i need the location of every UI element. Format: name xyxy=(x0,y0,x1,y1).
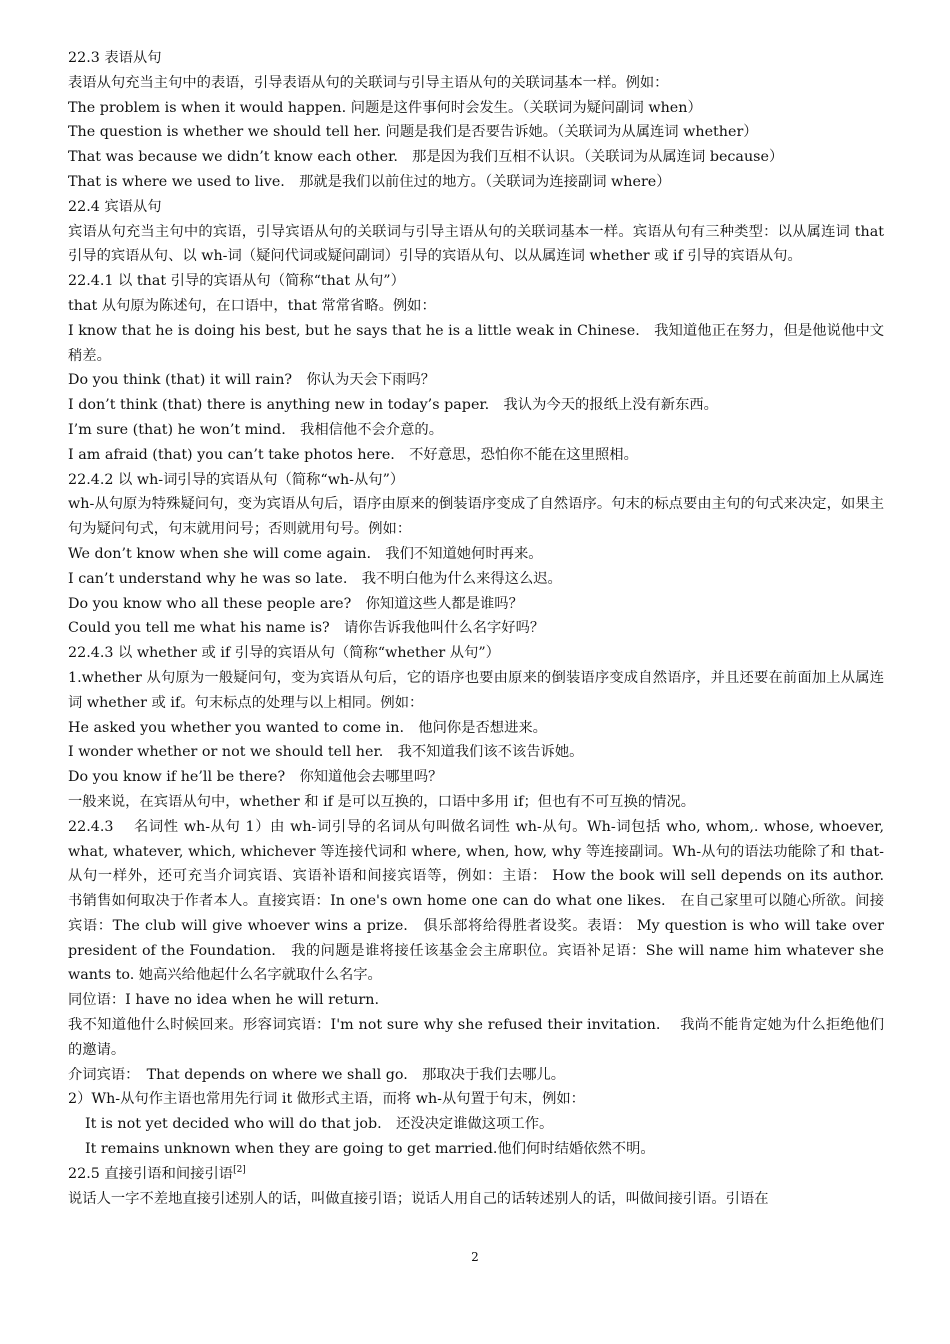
example-sentence: It is not yet decided who will do that job. 还没决定谁做这项工作。 xyxy=(85,1116,554,1133)
paragraph: 表语从句充当主句中的表语，引导表语从句的关联词与引导主语从句的关联词基本一样。例如： xyxy=(68,74,669,91)
example-sentence: It remains unknown when they are going to get married.他们何时结婚依然不明。 xyxy=(85,1141,655,1158)
example-sentence: I am afraid (that) you can’t take photos here. 不好意思，恐怕你不能在这里照相。 xyxy=(68,446,638,463)
example-sentence: I wonder whether or not we should tell her. 我不知道我们该不该告诉她。 xyxy=(68,744,584,761)
example-sentence: The problem is when it would happen. 问题是这件事何时会发生。（关联词为疑问副词 when） xyxy=(68,99,702,116)
section-heading-22-4-1: 22.4.1 以 that 引导的宾语从句（简称“that 从句”） xyxy=(68,273,405,290)
example-sentence: I know that he is doing his best, but he says that he is a little weak in Chinese. 我知道他正在努力，但是他说他中文稍差。 xyxy=(68,322,884,364)
example-sentence: Do you think (that) it will rain? 你认为天会下雨吗？ xyxy=(68,372,436,389)
paragraph: 我不知道他什么时候回来。形容词宾语：I'm not sure why she refused their invitation. 我尚不能肯定她为什么拒绝他们的邀请。 xyxy=(68,1017,884,1058)
example-sentence: The question is whether we should tell her. 问题是我们是否要告诉她。（关联词为从属连词 whether） xyxy=(68,124,758,141)
example-sentence: We don’t know when she will come again. 我们不知道她何时再来。 xyxy=(68,545,543,562)
paragraph: wh-从句原为特殊疑问句，变为宾语从句后，语序由原来的倒装语序变成了自然语序。句末的标点要由主句的句式来决定，如果主句为疑问句式，句末就用问号；否则就用句号。例如： xyxy=(68,496,884,538)
section-heading-22-5-text: 22.5 直接引语和间接引语 xyxy=(68,1165,234,1182)
paragraph: 一般来说，在宾语从句中，whether 和 if 是可以互换的，口语中多用 if；但也有不可互换的情况。 xyxy=(68,793,696,810)
section-heading-22-4: 22.4 宾语从句 xyxy=(68,198,162,215)
paragraph: 同位语：I have no idea when he will return. xyxy=(68,992,380,1009)
example-sentence: That was because we didn’t know each other. 那是因为我们互相不认识。（关联词为从属连词 because） xyxy=(68,149,784,166)
document-page xyxy=(68,46,899,1211)
example-sentence: I’m sure (that) he won’t mind. 我相信他不会介意的。 xyxy=(68,421,443,438)
page-number: 2 xyxy=(471,1250,479,1264)
paragraph: 宾语从句充当主句中的宾语，引导宾语从句的关联词与引导主语从句的关联词基本一样。宾语从句有三种类型：以从属连词 that 引导的宾语从句、以 wh-词（疑问代词或疑问副词）引导的宾语从句、以从属连词 whether 或 if 引导的宾语从句。 xyxy=(68,223,884,265)
reference-marker[interactable]: [2] xyxy=(233,1165,246,1176)
paragraph-nominal-wh-clause: 22.4.3 名词性 wh-从句 1）由 wh-词引导的名词从句叫做名词性 wh-从句。Wh-词包括 who, whom,. whose, whoever, what, whatever, which, whichever 等连接代词和 where, when, how, why 等连接副词。Wh-从句的语法功能除了和 that-从句一样外，还可充当介词宾语、宾语补语和间接宾语等，例如：主语： How the book will sell depends on its author. 书销售如何取决于作者本人。直接宾语：In one's own home one can do what one likes. 在自己家里可以随心所欲。间接宾语：The club will give whoever wins a prize. 俱乐部将给得胜者设奖。表语： My question is who will take over president of the Foundation. 我的问题是谁将接任该基金会主席职位。宾语补足语：She will name him whatever she wants to. 她高兴给他起什么名字就取什么名字。 xyxy=(68,818,899,984)
example-sentence: Do you know who all these people are? 你知道这些人都是谁吗？ xyxy=(68,595,523,612)
paragraph: that 从句原为陈述句，在口语中，that 常常省略。例如： xyxy=(68,297,436,314)
example-sentence: He asked you whether you wanted to come in. 他问你是否想进来。 xyxy=(68,719,547,736)
example-sentence: That is where we used to live. 那就是我们以前住过的地方。（关联词为连接副词 where） xyxy=(68,173,671,190)
example-sentence: Do you know if he’ll be there? 你知道他会去哪里吗？ xyxy=(68,769,443,786)
example-sentence: I can’t understand why he was so late. 我不明白他为什么来得这么迟。 xyxy=(68,570,562,587)
section-heading-22-3: 22.3 表语从句 xyxy=(68,50,162,66)
section-heading-22-4-2: 22.4.2 以 wh-词引导的宾语从句（简称“wh-从句”） xyxy=(68,471,405,488)
section-heading-22-5 xyxy=(68,1162,884,1187)
example-sentence: Could you tell me what his name is? 请你告诉我他叫什么名字好吗？ xyxy=(68,620,545,637)
paragraph: 1.whether 从句原为一般疑问句，变为宾语从句后，它的语序也要由原来的倒装语序变成自然语序，并且还要在前面加上从属连词 whether 或 if。句末标点的处理与以上相同。例如： xyxy=(68,669,884,711)
paragraph: 说话人一字不差地直接引述别人的话，叫做直接引语；说话人用自己的话转述别人的话，叫做间接引语。引语在 xyxy=(68,1190,769,1207)
section-heading-22-4-3: 22.4.3 以 whether 或 if 引导的宾语从句（简称“whether 从句”） xyxy=(68,645,500,662)
paragraph: 2）Wh-从句作主语也常用先行词 it 做形式主语，而将 wh-从句置于句末，例如： xyxy=(68,1091,585,1108)
paragraph: 介词宾语： That depends on where we shall go. 那取决于我们去哪儿。 xyxy=(68,1066,566,1083)
example-sentence: I don’t think (that) there is anything new in today’s paper. 我认为今天的报纸上没有新东西。 xyxy=(68,397,718,414)
